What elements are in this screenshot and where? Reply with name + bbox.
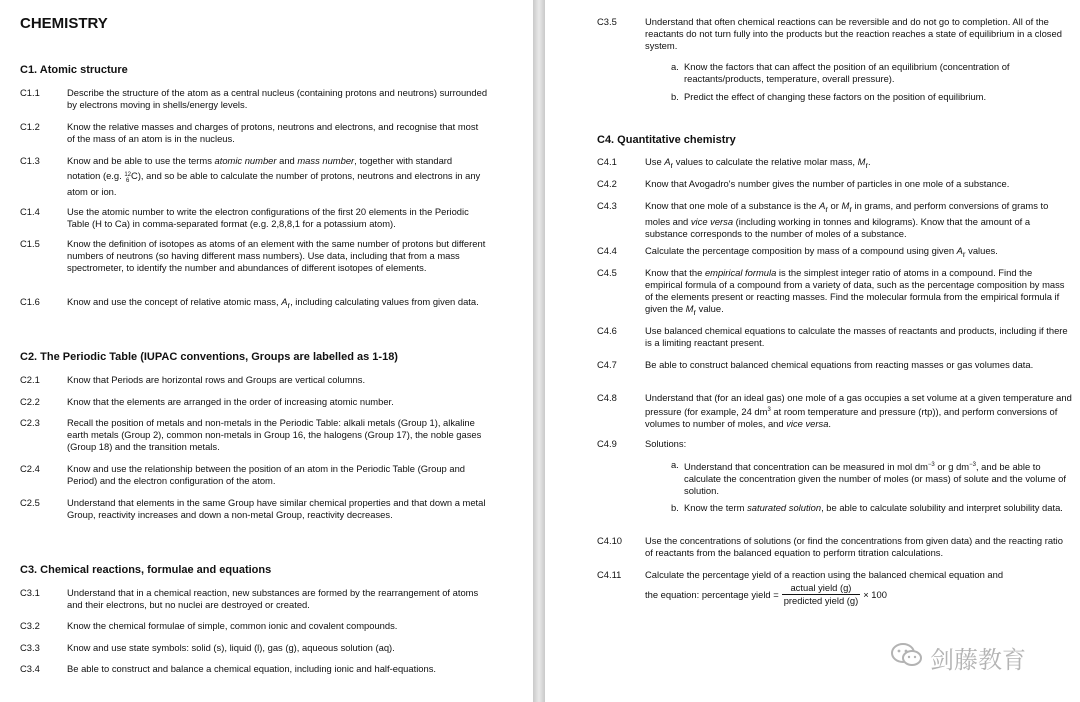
item-code: C4.7	[597, 359, 617, 370]
item-text: Know and be able to use the terms atomic number and mass number, together with standard notation (e.g. 12 6 C), and so be able to calculate the number of protons, neutrons and electrons in any atom or ion.	[67, 155, 481, 197]
item-text: Use balanced chemical equations to calculate the masses of reactants and products, including if there is a limiting reactant present.	[645, 325, 1068, 348]
section-heading-c4: C4. Quantitative chemistry	[597, 134, 736, 146]
subitem-text: Predict the effect of changing these factors on the position of equilibrium.	[684, 91, 987, 102]
section-heading-c1: C1. Atomic structure	[20, 64, 128, 76]
item-code: C2.5	[20, 497, 40, 508]
percentage-yield-formula: the equation: percentage yield = $\frac{\text{actual yield (g)}}{\text{predicted yield (g)}}$ × 100	[645, 582, 887, 606]
item-text: Calculate the percentage yield of a reaction using the balanced chemical equation and the equation: percentage yield = $\frac{\text{actual yield (g)}}{\text{predicted yield (g)}}$ × 100	[645, 569, 1072, 607]
subitem-text: Understand that concentration can be measured in mol $dm^{-3}$ or g $dm^{-3}$, and be able to calculate the concentration given the number of moles (or mass) of solute and the volume of solution.	[684, 461, 1066, 497]
watermark-text: 剑藤教育	[930, 646, 1026, 674]
item-text: Know the relative masses and charges of protons, neutrons and electrons, and recognise that most of the mass of an atom is in the nucleus.	[67, 121, 479, 144]
item-code: C4.11	[597, 569, 622, 580]
right-page	[545, 0, 1080, 702]
item-code: C2.1	[20, 374, 40, 385]
subitem-text: Know the factors that can affect the position of an equilibrium (concentration of reactants/products, temperature, overall pressure).	[684, 61, 1010, 84]
item-code: C4.1	[597, 156, 617, 167]
subitem-letter: a.	[671, 459, 679, 470]
item-text: Use the atomic number to write the electron configurations of the first 20 elements in the Periodic Table (H to Ca) in comma-separated format (e.g. 2,8,8,1 for a potassium atom).	[67, 206, 469, 229]
isotope-notation: 12 6	[124, 172, 132, 184]
document-title: CHEMISTRY	[20, 15, 108, 32]
item-text: Know that the elements are arranged in the order of increasing atomic number.	[67, 396, 394, 407]
item-code: C4.9	[597, 438, 617, 449]
item-text: Know and use the concept of relative atomic mass, $A_r$, including calculating values from given data.	[67, 296, 479, 310]
item-text: Use $A_r$ values to calculate the relative molar mass, $M_r$.	[645, 156, 871, 170]
item-text: Use the concentrations of solutions (or find the concentrations from given data) and the reacting ratio of reactants from the balanced equation to perform titration calculations.	[645, 535, 1063, 558]
item-code: C3.1	[20, 587, 40, 598]
item-code: C1.5	[20, 238, 40, 249]
item-text: Understand that elements in the same Group have similar chemical properties and that down a metal Group, reactivity increases and down a non-metal Group, reactivity decreases.	[67, 497, 486, 520]
item-code: C4.8	[597, 392, 617, 403]
item-code: C3.3	[20, 642, 40, 653]
item-text: Be able to construct and balance a chemical equation, including ionic and half-equations.	[67, 663, 436, 674]
formula-fraction: $\frac{\text{actual yield (g)}}{\text{predicted yield (g)}}$	[783, 582, 859, 606]
subitem-letter: b.	[671, 91, 679, 102]
item-text: Understand that often chemical reactions can be reversible and do not go to completion. All of the reactants do not turn fully into the products but the reaction reaches a state of equilibrium in a closed system.	[645, 16, 1062, 51]
watermark	[890, 640, 1026, 675]
subitem-letter: a.	[671, 61, 679, 72]
wechat-icon	[890, 642, 924, 674]
item-code: C4.2	[597, 178, 617, 189]
item-text: Solutions:	[645, 438, 687, 449]
item-text: Understand that in a chemical reaction, new substances are formed by the rearrangement of atoms and their electrons, but no nuclei are destroyed or created.	[67, 587, 479, 610]
item-text: Know the definition of isotopes as atoms of an element with the same number of protons but different numbers of neutrons (so having different mass numbers). Use data, including that from a mass spectrometer, to identify the number and abundances of different isotopes of elements.	[67, 238, 486, 273]
item-c4-11	[597, 569, 1072, 615]
item-code: C4.4	[597, 245, 617, 256]
item-code: C2.4	[20, 463, 40, 474]
item-code: C3.5	[597, 16, 617, 27]
item-code: C4.5	[597, 267, 617, 278]
item-code: C1.6	[20, 296, 40, 307]
item-code: C4.10	[597, 535, 623, 546]
item-code: C1.3	[20, 155, 40, 166]
item-text: Know and use the relationship between the position of an atom in the Periodic Table (Group and Period) and the electron configuration of the atom.	[67, 463, 466, 486]
subitem-text: Know the term saturated solution, be able to calculate solubility and interpret solubility data.	[684, 502, 1063, 513]
item-text: Be able to construct balanced chemical equations from reacting masses or gas volumes data.	[645, 359, 1034, 370]
item-code: C1.2	[20, 121, 40, 132]
item-text: Know that Avogadro's number gives the number of particles in one mole of a substance.	[645, 178, 1010, 189]
subitem-letter: b.	[671, 502, 679, 513]
item-code: C3.4	[20, 663, 40, 674]
item-code: C2.2	[20, 396, 40, 407]
item-code: C4.6	[597, 325, 617, 336]
page-gutter	[533, 0, 545, 702]
item-code: C3.2	[20, 620, 40, 631]
item-text: Describe the structure of the atom as a central nucleus (containing protons and neutrons) surrounded by electrons moving in shells/energy levels.	[67, 87, 488, 110]
item-code: C1.4	[20, 206, 40, 217]
item-text: Know the chemical formulae of simple, common ionic and covalent compounds.	[67, 620, 398, 631]
item-code: C1.1	[20, 87, 40, 98]
section-heading-c3: C3. Chemical reactions, formulae and equations	[20, 564, 272, 576]
item-text: Understand that (for an ideal gas) one mole of a gas occupies a set volume at a given temperature and pressure (for example, 24 $dm^3$ at room temperature and pressure (rtp)), and perform conversions of volumes to number of moles, and vice versa.	[645, 392, 1072, 430]
section-heading-c2: C2. The Periodic Table (IUPAC conventions, Groups are labelled as 1-18)	[20, 351, 398, 363]
item-text: Recall the position of metals and non-metals in the Periodic Table: alkali metals (Group 1), alkaline earth metals (Group 2), common non-metals in Group 16, the halogens (Group 17), the noble gases (Group 18) and the transition metals.	[67, 417, 482, 452]
item-text: Know that one mole of a substance is the $A_r$ or $M_r$ in grams, and perform conversions of grams to moles and vice versa (including working in tonnes and kilograms). Know that the amount of a substance corresponds to the number of moles of a substance.	[645, 200, 1049, 239]
item-code: C4.3	[597, 200, 617, 211]
left-page	[0, 0, 533, 702]
item-text: Know and use state symbols: solid (s), liquid (l), gas (g), aqueous solution (aq).	[67, 642, 395, 653]
item-text: Know that Periods are horizontal rows and Groups are vertical columns.	[67, 374, 366, 385]
item-code: C2.3	[20, 417, 40, 428]
item-text: Calculate the percentage composition by mass of a compound using given $A_r$ values.	[645, 245, 998, 259]
item-text: Know that the empirical formula is the simplest integer ratio of atoms in a compound. Find the empirical formula of a compound from a variety of data, such as the percentage composition by mass of the elements present or reacting masses. Find the molecular formula from the empirical formula if given the $M_r$ value.	[645, 267, 1065, 317]
